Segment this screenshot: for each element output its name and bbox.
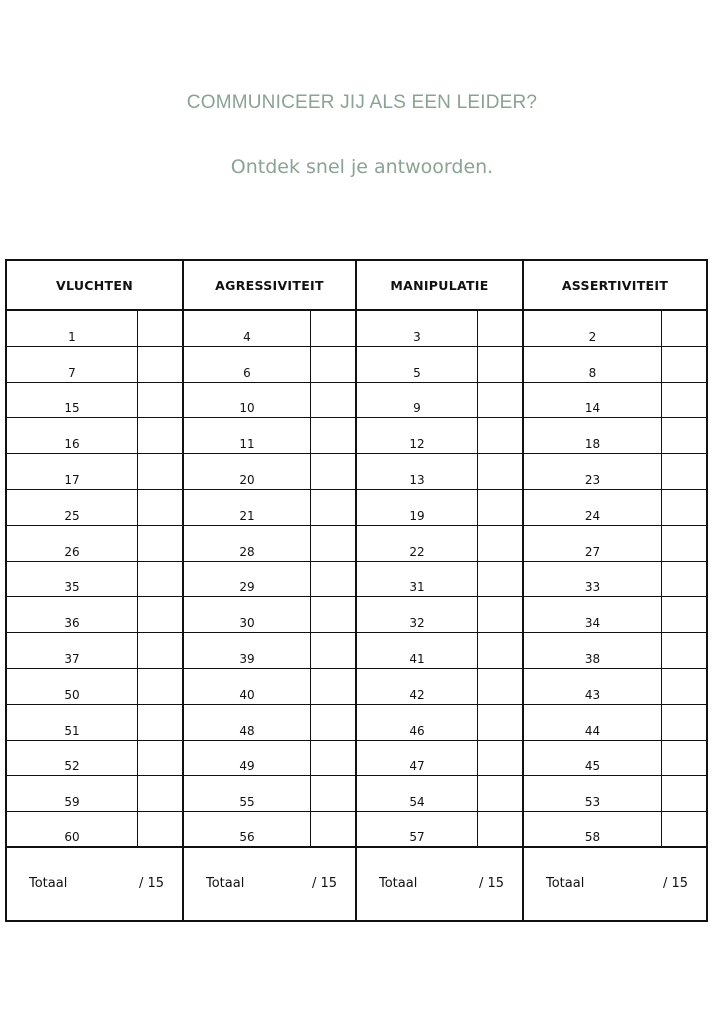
answer-box[interactable] (310, 490, 355, 525)
answer-box[interactable] (661, 705, 706, 740)
question-number: 27 (584, 544, 601, 559)
answer-box[interactable] (137, 526, 182, 561)
question-number: 30 (239, 616, 255, 631)
answer-box[interactable] (661, 776, 706, 811)
question-number: 25 (64, 508, 80, 523)
answer-box[interactable] (477, 311, 522, 346)
question-number: 54 (409, 795, 425, 810)
answer-box[interactable] (661, 347, 706, 382)
answer-box[interactable] (137, 741, 182, 776)
column-manipulatie (357, 261, 524, 920)
question-number: 52 (64, 759, 80, 774)
table-row (7, 669, 182, 705)
table-row (357, 741, 522, 777)
question-number: 43 (584, 687, 601, 702)
table-row (524, 776, 706, 812)
answer-box[interactable] (661, 454, 706, 489)
total-value: / 15 (138, 876, 164, 892)
table-row (357, 705, 522, 741)
answer-box[interactable] (661, 633, 706, 668)
answer-box[interactable] (310, 597, 355, 632)
column-agressiviteit (184, 261, 357, 920)
table-row (184, 454, 355, 490)
question-number: 16 (64, 437, 80, 452)
answer-box[interactable] (477, 812, 522, 846)
answer-box[interactable] (477, 418, 522, 453)
answer-box[interactable] (137, 776, 182, 811)
question-number: 3 (413, 329, 421, 344)
table-row (7, 490, 182, 526)
question-number: 33 (584, 580, 601, 595)
table-row (184, 705, 355, 741)
answer-box[interactable] (477, 597, 522, 632)
answer-box[interactable] (661, 741, 706, 776)
table-row (524, 454, 706, 490)
table-row (357, 418, 522, 454)
total-value: / 15 (662, 876, 688, 892)
question-number: 51 (64, 723, 80, 738)
question-number: 41 (409, 651, 425, 666)
total-value: / 15 (478, 876, 504, 892)
question-number: 55 (239, 795, 255, 810)
answer-box[interactable] (661, 562, 706, 597)
table-row (7, 454, 182, 490)
table-row (7, 705, 182, 741)
table-row (357, 669, 522, 705)
table-row (524, 705, 706, 741)
answer-box[interactable] (137, 311, 182, 346)
table-row (184, 311, 355, 347)
answer-box[interactable] (477, 669, 522, 704)
table-row (7, 633, 182, 669)
question-number: 36 (64, 616, 80, 631)
question-number: 2 (588, 329, 597, 344)
column-header: MANIPULATIE (357, 261, 522, 311)
answer-box[interactable] (310, 776, 355, 811)
answer-box[interactable] (137, 597, 182, 632)
question-number: 42 (409, 687, 425, 702)
answer-box[interactable] (137, 669, 182, 704)
table-row (357, 454, 522, 490)
table-row (7, 776, 182, 812)
table-row (184, 347, 355, 383)
question-number: 13 (409, 472, 425, 487)
question-number: 60 (64, 829, 80, 844)
table-row (184, 633, 355, 669)
table-row (7, 597, 182, 633)
table-row (357, 347, 522, 383)
answer-box[interactable] (477, 383, 522, 418)
question-number: 8 (588, 365, 597, 380)
page-subtitle: Ontdek snel je antwoorden. (230, 156, 494, 178)
answer-box[interactable] (137, 383, 182, 418)
question-number: 12 (409, 437, 425, 452)
answer-box[interactable] (477, 705, 522, 740)
question-number: 35 (64, 580, 80, 595)
answer-box[interactable] (661, 526, 706, 561)
table-row (357, 526, 522, 562)
question-number: 22 (409, 544, 425, 559)
question-number: 5 (413, 365, 421, 380)
question-number: 38 (584, 651, 601, 666)
answer-box[interactable] (661, 418, 706, 453)
table-row (524, 490, 706, 526)
table-row (7, 418, 182, 454)
answer-box[interactable] (661, 311, 706, 346)
question-number: 23 (584, 472, 601, 487)
answer-box[interactable] (310, 562, 355, 597)
question-number: 21 (239, 508, 255, 523)
table-row (7, 812, 182, 848)
answer-box[interactable] (310, 669, 355, 704)
table-row (184, 383, 355, 419)
question-number: 56 (239, 829, 255, 844)
table-row (524, 526, 706, 562)
table-row (184, 490, 355, 526)
question-number: 32 (409, 616, 425, 631)
answer-box[interactable] (137, 347, 182, 382)
answer-box[interactable] (477, 454, 522, 489)
total-row (7, 848, 182, 920)
table-row (524, 418, 706, 454)
table-row (524, 669, 706, 705)
table-row (184, 597, 355, 633)
column-assertiviteit (524, 261, 706, 920)
table-row (184, 776, 355, 812)
answer-box[interactable] (137, 633, 182, 668)
question-number: 50 (64, 687, 80, 702)
question-number: 46 (409, 723, 425, 738)
total-row (357, 848, 522, 920)
table-row (357, 776, 522, 812)
total-label: Totaal (206, 876, 245, 892)
answer-box[interactable] (661, 490, 706, 525)
question-number: 18 (584, 437, 601, 452)
table-row (357, 383, 522, 419)
table-row (357, 812, 522, 848)
total-row (524, 848, 706, 920)
answer-box[interactable] (477, 562, 522, 597)
table-row (7, 526, 182, 562)
answer-box[interactable] (477, 633, 522, 668)
question-number: 34 (584, 616, 601, 631)
question-number: 57 (409, 829, 425, 844)
question-number: 7 (68, 365, 76, 380)
question-number: 17 (64, 472, 80, 487)
question-number: 10 (239, 401, 255, 416)
question-number: 44 (584, 723, 601, 738)
question-number: 24 (584, 508, 601, 523)
answer-box[interactable] (310, 705, 355, 740)
answer-box[interactable] (137, 490, 182, 525)
question-number: 19 (409, 508, 425, 523)
answer-box[interactable] (477, 490, 522, 525)
total-label: Totaal (29, 876, 68, 892)
answer-box[interactable] (477, 526, 522, 561)
total-row (184, 848, 355, 920)
answer-box[interactable] (310, 347, 355, 382)
table-row (184, 669, 355, 705)
table-row (7, 311, 182, 347)
table-row (7, 383, 182, 419)
table-row (184, 526, 355, 562)
score-table (5, 259, 708, 922)
column-vluchten (7, 261, 184, 920)
table-row (357, 490, 522, 526)
question-number: 31 (409, 580, 425, 595)
question-number: 6 (243, 365, 251, 380)
question-number: 58 (584, 829, 601, 844)
total-label: Totaal (546, 876, 585, 892)
column-header: ASSERTIVITEIT (524, 261, 706, 311)
question-number: 20 (239, 472, 255, 487)
question-number: 37 (64, 651, 80, 666)
question-number: 45 (584, 759, 601, 774)
question-number: 4 (243, 329, 251, 344)
table-row (524, 812, 706, 848)
table-row (184, 812, 355, 848)
answer-box[interactable] (137, 705, 182, 740)
page-title: COMMUNICEER JIJ ALS EEN LEIDER? (186, 92, 538, 113)
question-number: 14 (584, 401, 601, 416)
answer-box[interactable] (310, 526, 355, 561)
answer-box[interactable] (310, 812, 355, 846)
question-number: 53 (584, 795, 601, 810)
table-row (357, 633, 522, 669)
table-row (357, 311, 522, 347)
table-row (7, 562, 182, 598)
answer-box[interactable] (477, 741, 522, 776)
answer-box[interactable] (310, 311, 355, 346)
table-row (184, 562, 355, 598)
answer-box[interactable] (477, 347, 522, 382)
question-number: 11 (239, 437, 255, 452)
table-row (7, 347, 182, 383)
answer-box[interactable] (137, 812, 182, 846)
table-row (524, 741, 706, 777)
answer-box[interactable] (661, 812, 706, 846)
question-number: 9 (413, 401, 421, 416)
answer-box[interactable] (661, 597, 706, 632)
column-header: AGRESSIVITEIT (184, 261, 355, 311)
question-number: 28 (239, 544, 255, 559)
table-row (357, 597, 522, 633)
table-row (524, 311, 706, 347)
total-label: Totaal (379, 876, 418, 892)
answer-box[interactable] (661, 383, 706, 418)
question-number: 29 (239, 580, 255, 595)
question-number: 47 (409, 759, 425, 774)
answer-box[interactable] (310, 454, 355, 489)
answer-box[interactable] (137, 562, 182, 597)
question-number: 40 (239, 687, 255, 702)
table-row (7, 741, 182, 777)
question-number: 39 (239, 651, 255, 666)
question-number: 15 (64, 401, 80, 416)
question-number: 1 (68, 329, 76, 344)
answer-box[interactable] (310, 633, 355, 668)
answer-box[interactable] (310, 741, 355, 776)
question-number: 59 (64, 795, 80, 810)
question-number: 26 (64, 544, 80, 559)
table-row (184, 418, 355, 454)
question-number: 49 (239, 759, 255, 774)
answer-box[interactable] (310, 418, 355, 453)
column-header: VLUCHTEN (7, 261, 182, 311)
table-row (524, 347, 706, 383)
table-row (357, 562, 522, 598)
total-value: / 15 (311, 876, 337, 892)
table-row (524, 597, 706, 633)
table-row (184, 741, 355, 777)
table-row (524, 633, 706, 669)
answer-box[interactable] (137, 454, 182, 489)
table-row (524, 383, 706, 419)
answer-box[interactable] (310, 383, 355, 418)
answer-box[interactable] (661, 669, 706, 704)
table-row (524, 562, 706, 598)
question-number: 48 (239, 723, 255, 738)
answer-box[interactable] (477, 776, 522, 811)
answer-box[interactable] (137, 418, 182, 453)
